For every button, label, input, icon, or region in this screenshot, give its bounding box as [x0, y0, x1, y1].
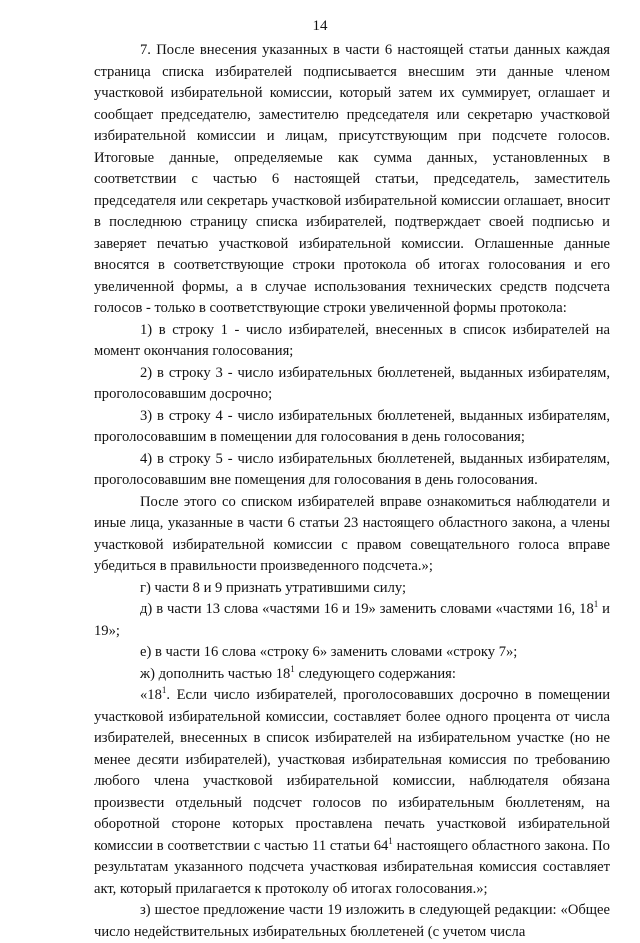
amendment-zh-tail: следующего содержания:	[294, 665, 456, 682]
amendment-zh	[94, 664, 610, 686]
part-18-1-number: «18	[140, 687, 162, 703]
list-item-2: 2) в строку 3 - число избирательных бюллетеней, выданных избирателям, проголосовавшим досрочно;	[94, 364, 610, 402]
part-18-1-tail: настоящего областного закона. По результатам указанного подсчета участковая избирательная комиссия составляет акт, который прилагается к протоколу об итогах голосования.»;	[94, 837, 610, 897]
amendment-d	[94, 599, 610, 642]
superscript: 1	[593, 599, 599, 610]
paragraph-7: 7. После внесения указанных в части 6 настоящей статьи данных каждая страница списка избирателей подписывается внесшим эти данные членом участковой избирательной комиссии, который затем их суммирует, оглашает и сообщает председателю, заместителю председателя или секретарю участковой избирательной комиссии и лицам, присутствующим при подсчете голосов. Итоговые данные, определяемые как сумма данных, установленных в соответствии с частью 6 настоящей статьи, председатель, заместитель председателя или секретарь участковой избирательной комиссии оглашает, вносит в последнюю страницу списка избирателей, подтверждает своей подписью и заверяет печатью участковой избирательной комиссии. Оглашенные данные вносятся в соответствующие строки протокола об итогах голосования и его увеличенной формы, а в случае использования технических средств подсчета голосов - только в соответствующие строки увеличенной формы протокола:	[94, 42, 610, 316]
amendment-z: з) шестое предложение части 19 изложить в следующей редакции: «Общее число недействительных избирательных бюллетеней (с учетом числа	[94, 902, 610, 940]
amendment-g: г) части 8 и 9 признать утратившими силу;	[140, 579, 407, 596]
document-body	[94, 40, 610, 943]
superscript: 1	[290, 663, 295, 674]
list-item-4: 4) в строку 5 - число избирательных бюллетеней, выданных избирателям, проголосовавшим вне помещения для голосования в день голосования.	[94, 450, 610, 488]
amendment-e: е) в части 16 слова «строку 6» заменить словами «строку 7»;	[140, 644, 518, 660]
amendment-zh-text: ж) дополнить частью 18	[140, 665, 291, 682]
amendment-d-tail: и 19»;	[94, 601, 610, 639]
part-18-1	[94, 685, 610, 900]
part-18-1-text: . Если число избирателей, проголосовавших досрочно в помещении участковой избирательной комиссии, составляет более одного процента от числа избирателей, внесенных в список избирателей на избирательном участке (но не менее десяти избирателей), участковая избирательная комиссия по требованию любого члена участковой избирательной комиссии, наблюдателя обязана произвести отдельный подсчет голосов по избирательным бюллетеням, на оборотной стороне которых проставлена печать участковой избирательной комиссии в соответствии с частью 11 статьи 64	[94, 687, 610, 854]
amendment-d-text: д) в части 13 слова «частями 16 и 19» заменить словами «частями 16, 18	[140, 601, 594, 617]
page-number: 14	[312, 18, 328, 34]
list-item-3: 3) в строку 4 - число избирательных бюллетеней, выданных избирателям, проголосовавшим в помещении для голосования в день голосования;	[94, 407, 610, 445]
paragraph-observers: После этого со списком избирателей вправе ознакомиться наблюдатели и иные лица, указанные в части 6 статьи 23 настоящего областного закона, а члены участковой избирательной комиссии с правом совещательного голоса вправе убедиться в правильности произведенного подсчета.»;	[94, 493, 610, 574]
list-item-1: 1) в строку 1 - число избирателей, внесенных в список избирателей на момент окончания голосования;	[94, 321, 610, 359]
superscript: 1	[161, 685, 167, 696]
superscript: 1	[388, 835, 393, 846]
